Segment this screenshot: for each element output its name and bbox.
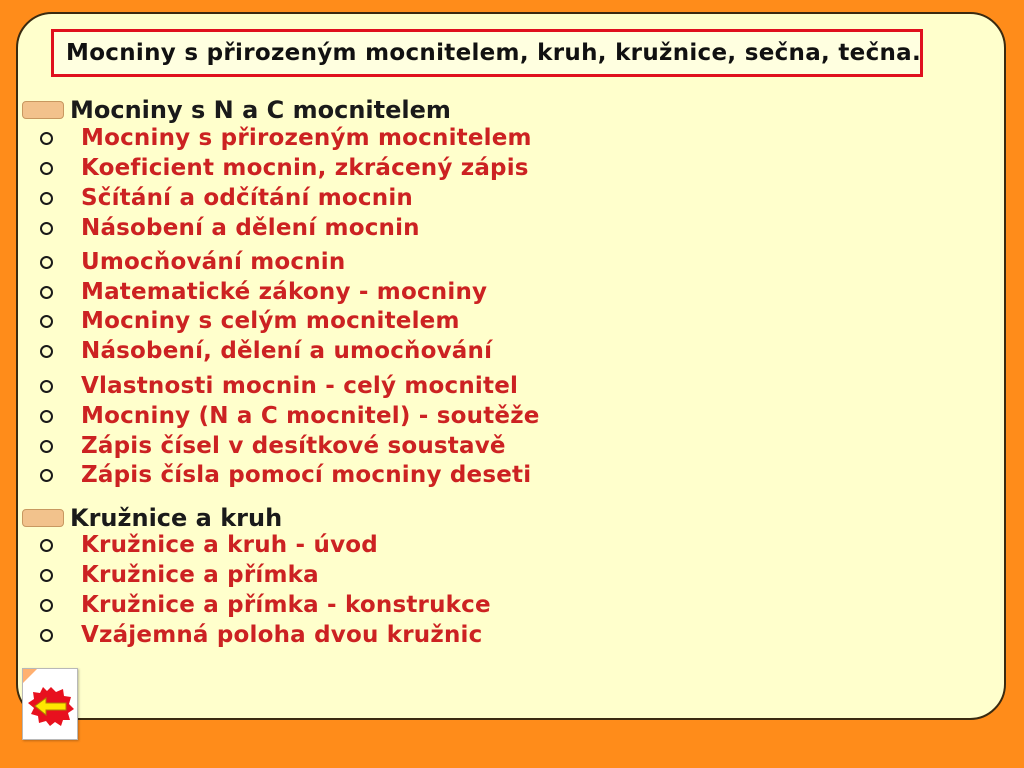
bullet-icon <box>40 222 53 235</box>
menu-item-label[interactable]: Umocňování mocnin <box>81 249 346 275</box>
menu-item-label[interactable]: Kružnice a přímka <box>81 562 319 588</box>
menu-item-properties[interactable] <box>40 373 518 399</box>
section-header-circles <box>22 504 282 532</box>
page-fold <box>23 669 37 683</box>
menu-item-label[interactable]: Vzájemná poloha dvou kružnic <box>81 622 483 648</box>
back-button[interactable] <box>22 668 78 740</box>
menu-item-label[interactable]: Násobení, dělení a umocňování <box>81 338 493 364</box>
menu-item-circle-line[interactable] <box>40 562 319 588</box>
bullet-icon <box>40 599 53 612</box>
menu-item-decimal-system[interactable] <box>40 433 506 459</box>
menu-item-label[interactable]: Mocniny s přirozeným mocnitelem <box>81 125 532 151</box>
bullet-icon <box>40 132 53 145</box>
title-box <box>51 29 923 77</box>
section-tab <box>22 509 64 527</box>
section-heading: Kružnice a kruh <box>70 504 283 532</box>
menu-item-label[interactable]: Kružnice a kruh - úvod <box>81 532 378 558</box>
menu-item-coefficient[interactable] <box>40 155 529 181</box>
menu-item-competitions[interactable] <box>40 403 540 429</box>
menu-item-label[interactable]: Mocniny (N a C mocnitel) - soutěže <box>81 403 540 429</box>
bullet-icon <box>40 440 53 453</box>
section-tab <box>22 101 64 119</box>
bullet-icon <box>40 286 53 299</box>
bullet-icon <box>40 539 53 552</box>
menu-item-addition[interactable] <box>40 185 413 211</box>
menu-item-powers-of-ten[interactable] <box>40 462 531 488</box>
menu-item-two-circles[interactable] <box>40 622 482 648</box>
menu-item-label[interactable]: Koeficient mocnin, zkrácený zápis <box>81 155 529 181</box>
bullet-icon <box>40 410 53 423</box>
page-title: Mocniny s přirozeným mocnitelem, kruh, kružnice, sečna, tečna. <box>66 40 922 66</box>
menu-item-mult-div-pow[interactable] <box>40 338 492 364</box>
menu-item-label[interactable]: Kružnice a přímka - konstrukce <box>81 592 491 618</box>
bullet-icon <box>40 315 53 328</box>
bullet-icon <box>40 256 53 269</box>
menu-item-label[interactable]: Sčítání a odčítání mocnin <box>81 185 413 211</box>
bullet-icon <box>40 469 53 482</box>
menu-item-label[interactable]: Mocniny s celým mocnitelem <box>81 308 460 334</box>
bullet-icon <box>40 192 53 205</box>
bullet-icon <box>40 162 53 175</box>
bullet-icon <box>40 629 53 642</box>
menu-item-label[interactable]: Zápis čísla pomocí mocniny deseti <box>81 462 532 488</box>
menu-item-laws[interactable] <box>40 279 487 305</box>
back-arrow-icon <box>26 685 76 727</box>
menu-item-label[interactable]: Zápis čísel v desítkové soustavě <box>81 433 506 459</box>
section-header-powers <box>22 96 451 124</box>
menu-item-exponentiation[interactable] <box>40 249 345 275</box>
menu-item-natural-exponent[interactable] <box>40 125 532 151</box>
menu-item-label[interactable]: Vlastnosti mocnin - celý mocnitel <box>81 373 519 399</box>
menu-item-circle-intro[interactable] <box>40 532 378 558</box>
bullet-icon <box>40 345 53 358</box>
bullet-icon <box>40 380 53 393</box>
menu-item-label[interactable]: Násobení a dělení mocnin <box>81 215 420 241</box>
menu-item-circle-line-construction[interactable] <box>40 592 491 618</box>
menu-item-integer-exponent[interactable] <box>40 308 460 334</box>
section-heading: Mocniny s N a C mocnitelem <box>70 96 451 124</box>
bullet-icon <box>40 569 53 582</box>
menu-item-multiplication[interactable] <box>40 215 420 241</box>
menu-item-label[interactable]: Matematické zákony - mocniny <box>81 279 488 305</box>
